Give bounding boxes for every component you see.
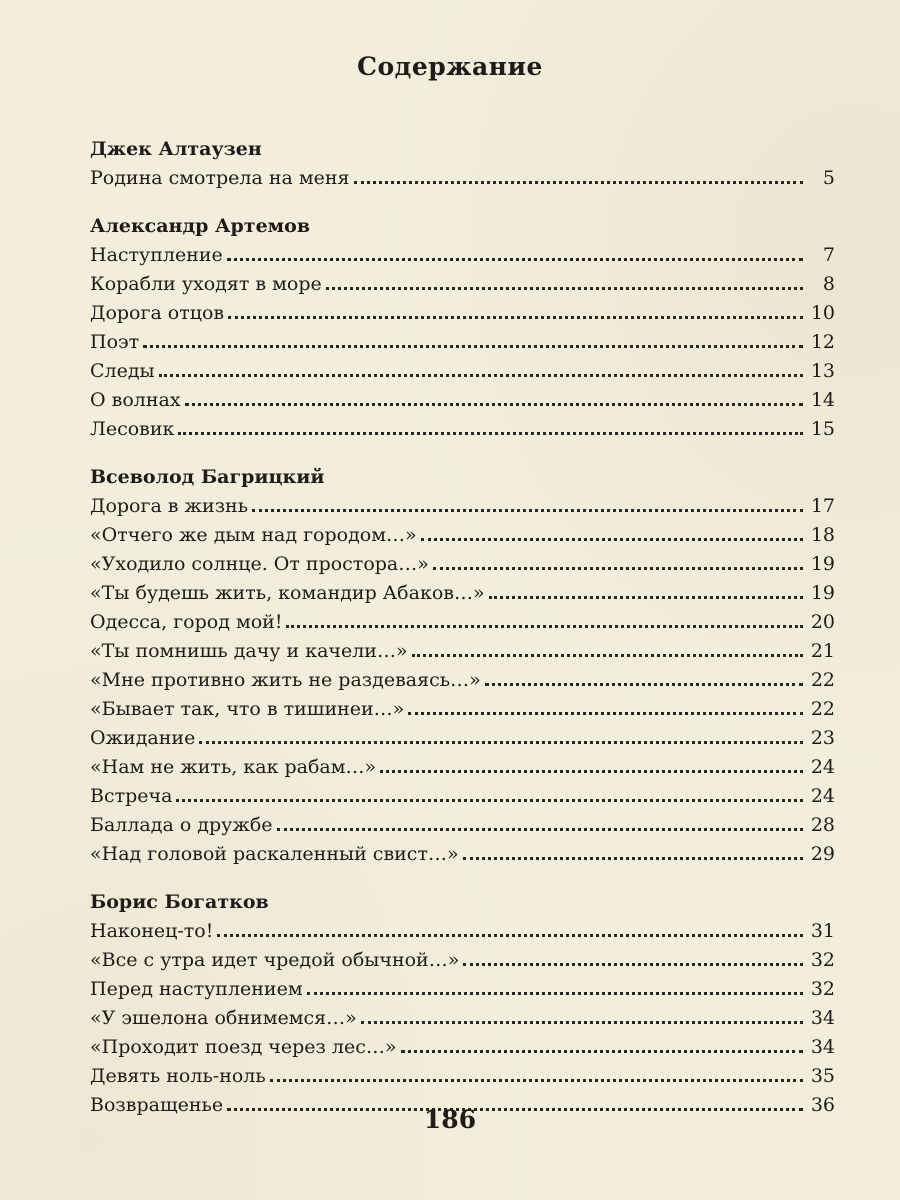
entry-page-number: 23 — [810, 727, 835, 749]
entry-title: Ожидание — [90, 727, 196, 749]
entry-page-number: 18 — [810, 524, 835, 546]
toc-entry — [90, 1004, 835, 1033]
entry-title: Поэт — [90, 331, 140, 353]
entry-title: Девять ноль-ноль — [90, 1065, 266, 1087]
entry-title: Встреча — [90, 785, 173, 807]
dot-leader — [159, 374, 803, 377]
dot-leader — [463, 963, 803, 966]
table-of-contents — [90, 135, 835, 1139]
toc-entry — [90, 724, 835, 753]
entry-page-number: 35 — [810, 1065, 835, 1087]
toc-entry — [90, 579, 835, 608]
dot-leader — [354, 181, 803, 184]
entry-title: «Бывает так, что в тишинеи…» — [90, 698, 405, 720]
entry-page-number: 28 — [810, 814, 835, 836]
entry-page-number: 8 — [822, 273, 835, 295]
toc-entry — [90, 521, 835, 550]
entry-page-number: 29 — [810, 843, 835, 865]
toc-entry — [90, 415, 835, 444]
toc-entry — [90, 695, 835, 724]
dot-leader — [178, 432, 803, 435]
entry-title: «Отчего же дым над городом…» — [90, 524, 417, 546]
entry-page-number: 21 — [810, 640, 835, 662]
dot-leader — [185, 403, 803, 406]
dot-leader — [485, 683, 803, 686]
entry-page-number: 14 — [810, 389, 835, 411]
dot-leader — [401, 1050, 803, 1053]
dot-leader — [408, 712, 803, 715]
entry-title: Дорога отцов — [90, 302, 225, 324]
dot-leader — [463, 857, 803, 860]
dot-leader — [326, 287, 803, 290]
toc-section — [90, 463, 835, 869]
entry-title: «Нам не жить, как рабам…» — [90, 756, 377, 778]
entry-title: Перед наступлением — [90, 978, 303, 1000]
entry-page-number: 19 — [810, 582, 835, 604]
author-name: Всеволод Багрицкий — [90, 466, 325, 488]
page-number: 186 — [423, 1105, 477, 1134]
entry-title: «Ты будешь жить, командир Абаков…» — [90, 582, 485, 604]
entry-page-number: 31 — [810, 920, 835, 942]
toc-entry — [90, 917, 835, 946]
toc-entry — [90, 753, 835, 782]
dot-leader — [143, 345, 803, 348]
entry-title: «Мне противно жить не раздеваясь…» — [90, 669, 481, 691]
toc-entry — [90, 357, 835, 386]
dot-leader — [412, 654, 803, 657]
entry-page-number: 12 — [810, 331, 835, 353]
entry-title: «Над головой раскаленный свист…» — [90, 843, 459, 865]
toc-entry — [90, 608, 835, 637]
entry-title: О волнах — [90, 389, 181, 411]
entry-title: Следы — [90, 360, 155, 382]
toc-entry — [90, 1033, 835, 1062]
entry-page-number: 19 — [810, 553, 835, 575]
toc-entry — [90, 637, 835, 666]
entry-page-number: 24 — [810, 756, 835, 778]
entry-page-number: 34 — [810, 1007, 835, 1029]
entry-title: Лесовик — [90, 418, 175, 440]
author-name: Борис Богатков — [90, 891, 269, 913]
entry-page-number: 17 — [810, 495, 835, 517]
author-name: Александр Артемов — [90, 215, 311, 237]
entry-title: Наступление — [90, 244, 223, 266]
toc-entry — [90, 782, 835, 811]
dot-leader — [286, 625, 803, 628]
entry-page-number: 13 — [810, 360, 835, 382]
entry-title: Одесса, город мой! — [90, 611, 283, 633]
dot-leader — [307, 992, 803, 995]
entry-page-number: 36 — [810, 1094, 835, 1116]
toc-entry — [90, 550, 835, 579]
dot-leader — [228, 316, 803, 319]
dot-leader — [199, 741, 803, 744]
toc-section — [90, 212, 835, 444]
entry-page-number: 5 — [822, 167, 835, 189]
entry-page-number: 32 — [810, 978, 835, 1000]
toc-entry — [90, 975, 835, 1004]
toc-entry — [90, 666, 835, 695]
toc-section — [90, 135, 835, 193]
entry-title: «Проходит поезд через лес…» — [90, 1036, 397, 1058]
entry-title: Родина смотрела на меня — [90, 167, 350, 189]
entry-title: Дорога в жизнь — [90, 495, 249, 517]
entry-title: «Ты помнишь дачу и качели…» — [90, 640, 408, 662]
entry-title: «Уходило солнце. От простора…» — [90, 553, 429, 575]
entry-page-number: 22 — [810, 669, 835, 691]
dot-leader — [489, 596, 803, 599]
dot-leader — [176, 799, 803, 802]
entry-page-number: 34 — [810, 1036, 835, 1058]
dot-leader — [361, 1021, 803, 1024]
dot-leader — [217, 934, 803, 937]
toc-entry — [90, 270, 835, 299]
dot-leader — [421, 538, 803, 541]
toc-entry — [90, 328, 835, 357]
dot-leader — [227, 258, 803, 261]
toc-entry — [90, 492, 835, 521]
entry-title: Возвращенье — [90, 1094, 224, 1116]
toc-entry — [90, 811, 835, 840]
dot-leader — [380, 770, 803, 773]
toc-entry — [90, 840, 835, 869]
entry-page-number: 24 — [810, 785, 835, 807]
entry-title: Корабли уходят в море — [90, 273, 322, 295]
dot-leader — [277, 828, 803, 831]
page-title: Содержание — [357, 52, 543, 81]
author-name: Джек Алтаузен — [90, 138, 262, 160]
entry-title: «Все с утра идет чредой обычной…» — [90, 949, 460, 971]
entry-title: «У эшелона обнимемся…» — [90, 1007, 357, 1029]
toc-entry — [90, 164, 835, 193]
entry-page-number: 10 — [810, 302, 835, 324]
entry-page-number: 32 — [810, 949, 835, 971]
entry-page-number: 20 — [810, 611, 835, 633]
toc-section — [90, 888, 835, 1120]
entry-title: Баллада о дружбе — [90, 814, 273, 836]
dot-leader — [270, 1079, 803, 1082]
toc-entry — [90, 946, 835, 975]
toc-entry — [90, 1062, 835, 1091]
entry-page-number: 7 — [822, 244, 835, 266]
entry-title: Наконец-то! — [90, 920, 214, 942]
dot-leader — [252, 509, 803, 512]
toc-entry — [90, 241, 835, 270]
entry-page-number: 22 — [810, 698, 835, 720]
dot-leader — [433, 567, 803, 570]
toc-entry — [90, 386, 835, 415]
toc-entry — [90, 299, 835, 328]
entry-page-number: 15 — [810, 418, 835, 440]
